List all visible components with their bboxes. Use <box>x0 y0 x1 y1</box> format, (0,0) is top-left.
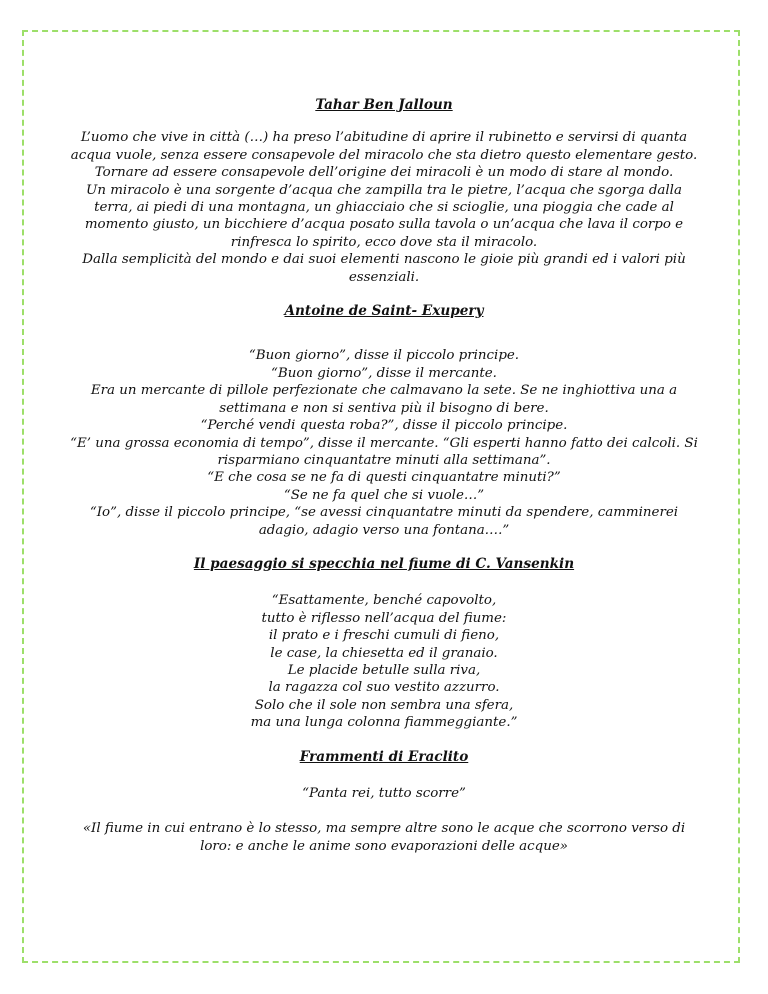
exupery-line: “E che cosa se ne fa di questi cinquantatre minuti?” <box>207 470 561 486</box>
eraclito-quote: “Panta rei, tutto scorre” <box>302 786 466 801</box>
exupery-line: Era un mercante di pillole perfezionate che calmavano la sete. Se ne inghiottiva una a settimana e non si sentiva più il bisogno di bere. <box>90 383 678 416</box>
poem-line: le case, la chiesetta ed il granaio. <box>270 645 498 661</box>
exupery-line: “Io”, disse il piccolo principe, “se avessi cinquantatre minuti da spendere, camminerei adagio, adagio verso una fontana….” <box>89 505 679 538</box>
poem-line: la ragazza col suo vestito azzurro. <box>268 680 500 696</box>
poem-line: “Esattamente, benché capovolto, <box>271 593 497 609</box>
eraclito-fragment: «Il fiume in cui entrano è lo stesso, ma sempre altre sono le acque che scorrono verso di loro: e anche le anime sono evaporazioni delle acque» <box>82 821 686 854</box>
poem-line: Solo che il sole non sembra una sfera, <box>254 697 514 713</box>
poem-line: ma una lunga colonna fiammeggiante.” <box>250 715 518 731</box>
exupery-line: “Buon giorno”, disse il piccolo principe. <box>248 348 520 364</box>
jalloun-paragraph: Dalla semplicità del mondo e dai suoi elementi nascono le gioie più grandi ed i valori più essenziali. <box>82 252 686 285</box>
exupery-line: “Perché vendi questa roba?”, disse il piccolo principe. <box>200 418 568 434</box>
jalloun-paragraph: Tornare ad essere consapevole dell’origine dei miracoli è un modo di stare al mondo. <box>94 165 674 181</box>
exupery-line: “Se ne fa quel che si vuole…” <box>283 487 485 503</box>
section-title-eraclito: Frammenti di Eraclito <box>299 748 469 765</box>
section-title-vansenkin: Il paesaggio si specchia nel fiume di C. Vansenkin <box>193 555 575 572</box>
section-title-exupery: Antoine de Saint- Exupery <box>284 303 484 320</box>
poem-line: Le placide betulle sulla riva, <box>287 662 481 678</box>
document-body <box>70 97 698 855</box>
jalloun-paragraph: L’uomo che vive in città (…) ha preso l’abitudine di aprire il rubinetto e servirsi di quanta acqua vuole, senza essere consapevole del miracolo che sta dietro questo elementare gesto. <box>70 130 698 163</box>
exupery-line: “E’ una grossa economia di tempo”, disse il mercante. “Gli esperti hanno fatto dei calcoli. Si risparmiano cinquantatre minuti alla settimana”. <box>70 435 698 468</box>
exupery-line: “Buon giorno”, disse il mercante. <box>271 365 497 381</box>
section-title-jalloun: Tahar Ben Jalloun <box>315 97 453 113</box>
poem-line: tutto è riflesso nell’acqua del fiume: <box>261 610 507 626</box>
jalloun-paragraph: Un miracolo è una sorgente d’acqua che zampilla tra le pietre, l’acqua che sgorga dalla terra, ai piedi di una montagna, un ghiacciaio che si scioglie, una pioggia che cade al momento giusto, un bicchiere d’acqua posato sulla tavola o un’acqua che lava il corpo e rinfresca lo spirito, ecco dove sta il miracolo. <box>84 182 684 250</box>
poem-line: il prato e i freschi cumuli di fieno, <box>268 628 500 644</box>
